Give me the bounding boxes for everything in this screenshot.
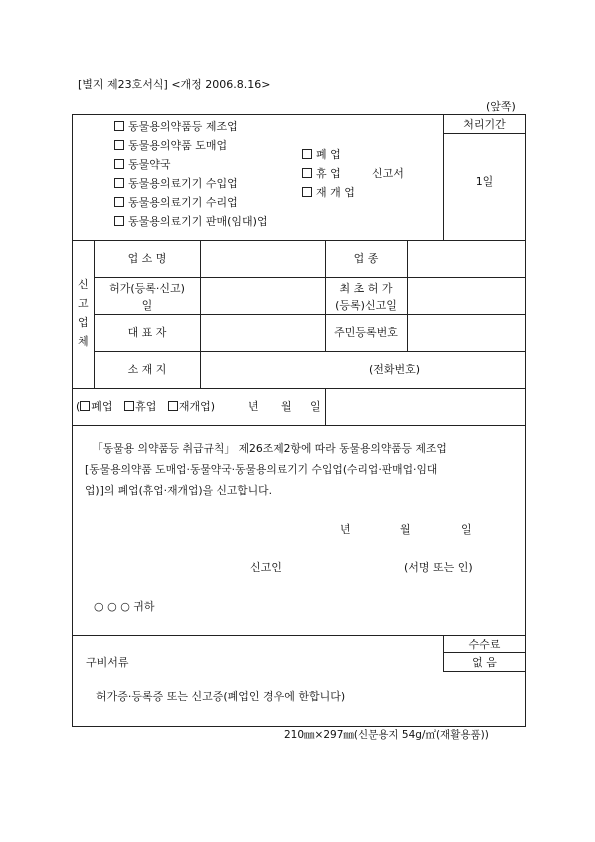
fee-header-line <box>443 652 526 653</box>
statement-line: 업)]의 폐업(휴업·재개업)을 신고합니다. <box>85 484 273 497</box>
frame-bottom <box>72 726 526 727</box>
business-name-field[interactable] <box>202 242 323 275</box>
row-line <box>94 314 526 315</box>
checkbox-icon[interactable] <box>302 187 312 197</box>
business-type-item[interactable]: 동물용의약품등 제조업 <box>114 121 238 132</box>
closure-period-field[interactable] <box>327 390 524 423</box>
row-line <box>72 425 526 426</box>
sign-note: (서명 또는 인) <box>404 561 473 574</box>
date-year-unit: 년 <box>340 523 351 536</box>
license-date-label: 허가(등록·신고) <box>109 282 185 295</box>
row-line <box>94 277 526 278</box>
col-line <box>407 240 408 351</box>
fee-label: 수수료 <box>468 638 501 651</box>
action-item-closure[interactable]: 폐 업 <box>302 149 341 160</box>
checkbox-icon[interactable] <box>114 140 124 150</box>
statement-line: 「동물용 의약품등 취급규칙」 제26조제2항에 따라 동물용의약품등 제조업 <box>92 442 447 455</box>
frame-top <box>72 114 526 115</box>
processing-label: 처리기간 <box>463 118 506 131</box>
processing-value: 1일 <box>475 175 494 188</box>
business-type-item[interactable]: 동물약국 <box>114 159 171 170</box>
docs-value: 허가증·등록증 또는 신고증(폐업인 경우에 한합니다) <box>96 690 346 703</box>
checkbox-icon[interactable] <box>302 168 312 178</box>
checkbox-icon[interactable] <box>80 401 90 411</box>
checkbox-icon[interactable] <box>124 401 134 411</box>
date-month-unit: 월 <box>400 523 411 536</box>
business-name-label: 업 소 명 <box>127 252 167 265</box>
checkbox-icon[interactable] <box>114 121 124 131</box>
business-type-label: 업 종 <box>353 252 379 265</box>
business-type-item[interactable]: 동물용의료기기 판매(임대)업 <box>114 216 268 227</box>
representative-label: 대 표 자 <box>127 326 167 339</box>
processing-header-line <box>443 133 526 134</box>
first-license-label-2: (등록)신고일 <box>335 299 397 312</box>
closure-period-row: ( 폐업 휴업 재개업) <box>76 400 216 413</box>
checkbox-icon[interactable] <box>114 178 124 188</box>
fee-value: 없 음 <box>472 656 497 669</box>
section-divider <box>72 240 526 241</box>
row-line <box>72 388 526 389</box>
business-type-field[interactable] <box>409 242 524 275</box>
closure-year-unit: 년 <box>248 400 259 413</box>
col-line <box>200 240 201 388</box>
address-label: 소 재 지 <box>127 363 167 376</box>
col-line <box>325 388 326 425</box>
license-date-label-2: 일 <box>141 299 153 312</box>
fee-bottom-line <box>443 671 526 672</box>
resident-id-label: 주민등록번호 <box>334 326 398 339</box>
checkbox-icon[interactable] <box>114 159 124 169</box>
business-type-item[interactable]: 동물용의료기기 수리업 <box>114 197 238 208</box>
checkbox-icon[interactable] <box>168 401 178 411</box>
row-line <box>72 635 526 636</box>
phone-label: (전화번호) <box>369 363 421 376</box>
checkbox-icon[interactable] <box>114 197 124 207</box>
resident-id-field[interactable] <box>409 316 524 349</box>
first-license-label: 최 초 허 가 <box>339 282 393 295</box>
paper-spec: 210㎜×297㎜(신문용지 54g/㎡(재활용품)) <box>284 729 489 741</box>
row-line <box>94 351 526 352</box>
action-item-reopen[interactable]: 재 개 업 <box>302 187 355 198</box>
closure-month-unit: 월 <box>281 400 292 413</box>
license-date-field[interactable] <box>202 279 323 312</box>
first-license-field[interactable] <box>409 279 524 312</box>
business-type-item[interactable]: 동물용의약품 도매업 <box>114 140 227 151</box>
form-number: [별지 제23호서식] <개정 2006.8.16> <box>78 78 271 91</box>
checkbox-icon[interactable] <box>302 149 312 159</box>
date-day-unit: 일 <box>461 523 472 536</box>
closure-day-unit: 일 <box>310 400 321 413</box>
business-type-item[interactable]: 동물용의료기기 수입업 <box>114 178 238 189</box>
representative-field[interactable] <box>202 316 323 349</box>
statement-line: [동물용의약품 도매업·동물약국·동물용의료기기 수입업(수리업·판매업·임대 <box>85 463 438 476</box>
address-field[interactable] <box>202 353 362 386</box>
report-title: 신고서 <box>372 167 404 180</box>
signer-label: 신고인 <box>250 561 282 574</box>
addressee: ○ ○ ○ 귀하 <box>94 600 155 613</box>
page-side-label: (앞쪽) <box>486 100 516 113</box>
action-item-suspension[interactable]: 휴 업 <box>302 168 341 179</box>
docs-label: 구비서류 <box>86 656 129 669</box>
checkbox-icon[interactable] <box>114 216 124 226</box>
